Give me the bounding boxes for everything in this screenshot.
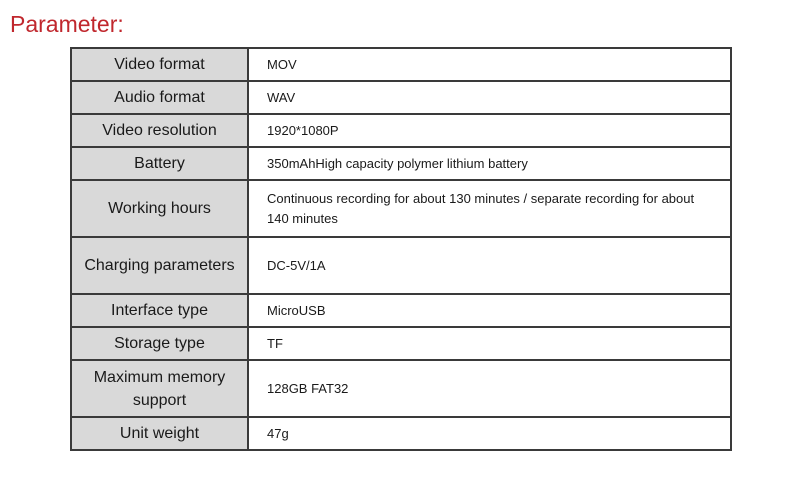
spec-value: 128GB FAT32 [248, 360, 731, 417]
spec-label: Battery [71, 147, 248, 180]
spec-label: Maximum memory support [71, 360, 248, 417]
spec-label: Storage type [71, 327, 248, 360]
table-row [71, 237, 731, 294]
spec-value: WAV [248, 81, 731, 114]
spec-label: Working hours [71, 180, 248, 237]
spec-value: Continuous recording for about 130 minutes / separate recording for about 140 minutes [248, 180, 731, 237]
table-row [71, 48, 731, 81]
spec-value: MOV [248, 48, 731, 81]
spec-label: Audio format [71, 81, 248, 114]
spec-label: Unit weight [71, 417, 248, 450]
spec-value: 1920*1080P [248, 114, 731, 147]
table-row [71, 417, 731, 450]
table-row [71, 327, 731, 360]
spec-label: Video format [71, 48, 248, 81]
spec-label: Interface type [71, 294, 248, 327]
parameter-table [70, 47, 732, 451]
spec-value: MicroUSB [248, 294, 731, 327]
table-row [71, 180, 731, 237]
table-row [71, 360, 731, 417]
spec-value: TF [248, 327, 731, 360]
table-row [71, 81, 731, 114]
table-row [71, 294, 731, 327]
spec-label: Charging parameters [71, 237, 248, 294]
table-row [71, 147, 731, 180]
spec-value: 350mAhHigh capacity polymer lithium battery [248, 147, 731, 180]
spec-value: 47g [248, 417, 731, 450]
spec-label: Video resolution [71, 114, 248, 147]
page-title: Parameter: [10, 11, 124, 37]
table-row [71, 114, 731, 147]
spec-value: DC-5V/1A [248, 237, 731, 294]
